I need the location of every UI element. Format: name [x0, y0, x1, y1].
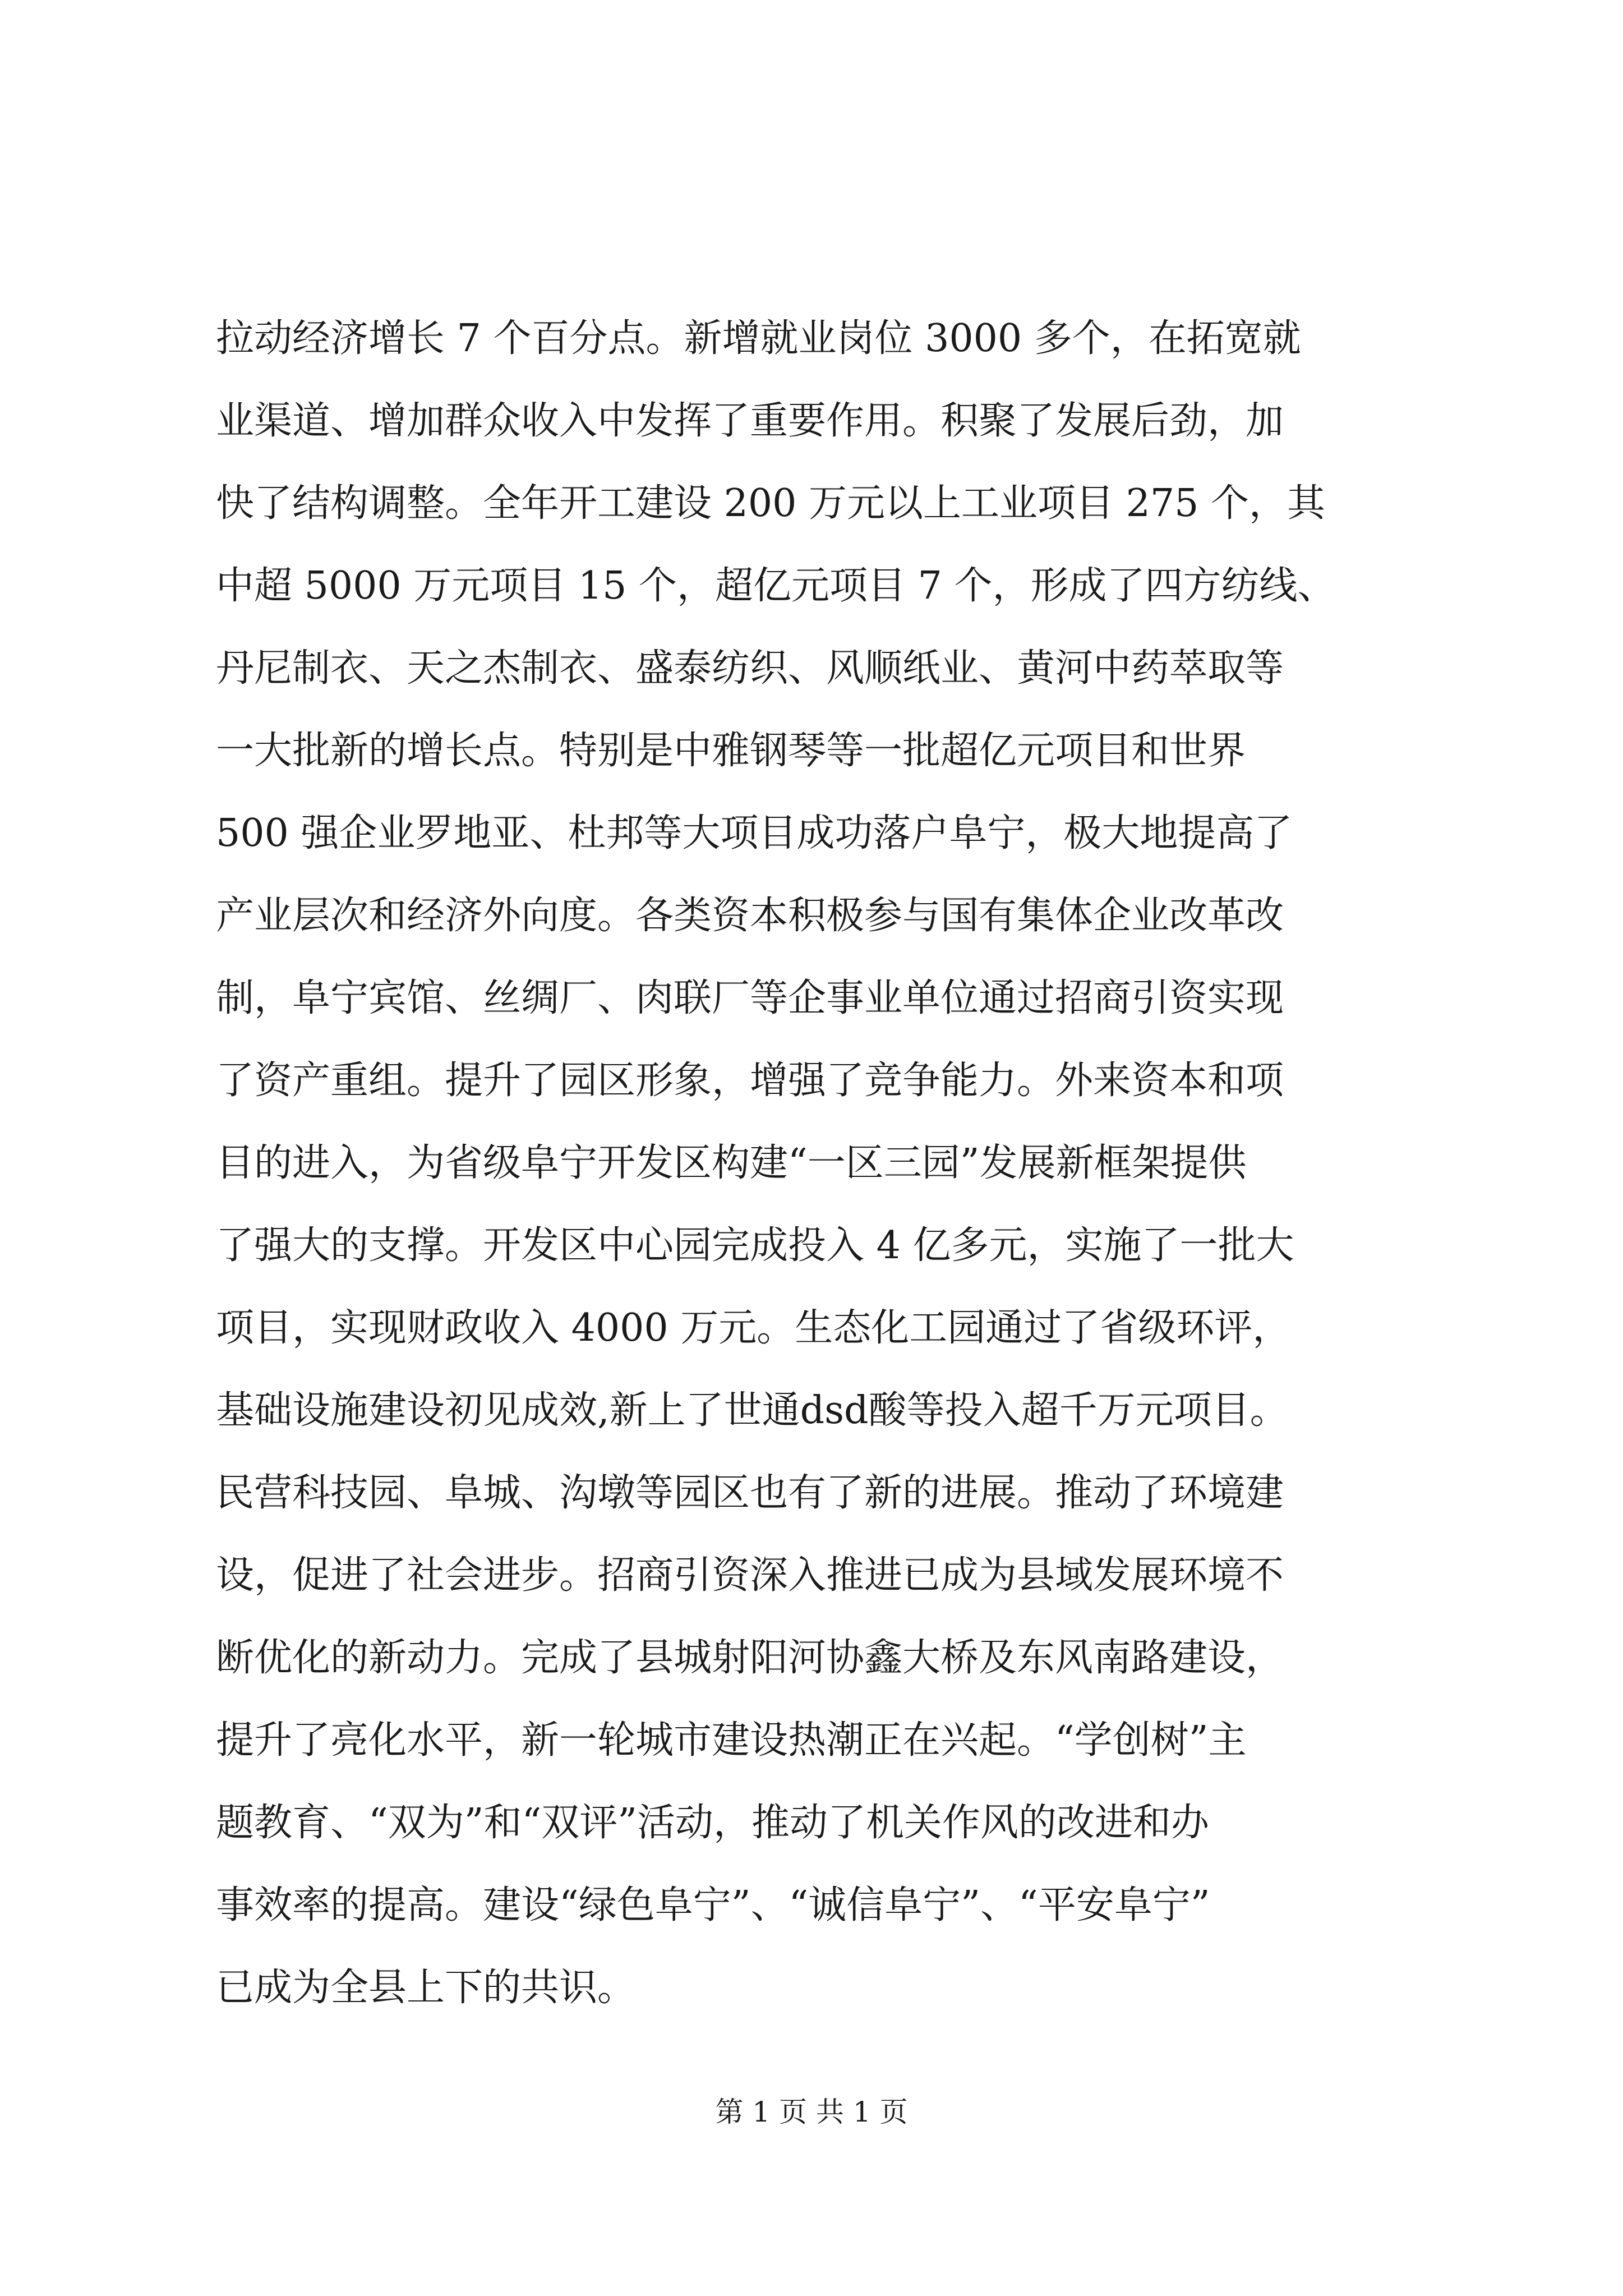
- text-line: 已成为全县上下的共识。: [216, 1966, 636, 2010]
- text-line: 丹尼制衣、天之杰制衣、盛泰纺织、风顺纸业、黄河中药萃取等: [216, 646, 1284, 691]
- text-line: 题教育、“双为”和“双评”活动，推动了机关作风的改进和办: [216, 1801, 1210, 1845]
- body-paragraph: [216, 297, 1416, 2029]
- text-line: 断优化的新动力。完成了县城射阳河协鑫大桥及东风南路建设，: [216, 1636, 1284, 1680]
- page-footer: [0, 2092, 1623, 2132]
- text-line: 提升了亮化水平，新一轮城市建设热潮正在兴起。“学创树”主: [216, 1718, 1247, 1763]
- text-line: 目的进入，为省级阜宁开发区构建“一区三园”发展新框架提供: [216, 1141, 1247, 1185]
- text-line: 拉动经济增长 7 个百分点。新增就业岗位 3000 多个，在拓宽就: [216, 316, 1301, 361]
- text-line: 项目，实现财政收入 4000 万元。生态化工园通过了省级环评，: [216, 1306, 1291, 1350]
- text-line: 500 强企业罗地亚、杜邦等大项目成功落户阜宁，极大地提高了: [216, 811, 1293, 855]
- text-line: 业渠道、增加群众收入中发挥了重要作用。积聚了发展后劲，加: [216, 399, 1284, 443]
- text-line: 中超 5000 万元项目 15 个，超亿元项目 7 个，形成了四方纺线、: [216, 564, 1336, 608]
- text-line: 了资产重组。提升了园区形象，增强了竞争能力。外来资本和项: [216, 1059, 1284, 1103]
- text-line: 一大批新的增长点。特别是中雅钢琴等一批超亿元项目和世界: [216, 729, 1246, 773]
- text-line: 了强大的支撑。开发区中心园完成投入 4 亿多元，实施了一批大: [216, 1223, 1294, 1268]
- text-line: 事效率的提高。建设“绿色阜宁”、“诚信阜宁”、“平安阜宁”: [216, 1883, 1210, 1927]
- text-line: 基础设施建设初见成效,新上了世通dsd酸等投入超千万元项目。: [216, 1388, 1288, 1433]
- text-line: 制，阜宁宾馆、丝绸厂、肉联厂等企事业单位通过招商引资实现: [216, 976, 1284, 1020]
- text-line: 民营科技园、阜城、沟墩等园区也有了新的进展。推动了环境建: [216, 1471, 1284, 1515]
- text-line: 设，促进了社会进步。招商引资深入推进已成为县域发展环境不: [216, 1553, 1284, 1598]
- page-number: 第 1 页 共 1 页: [715, 2096, 908, 2128]
- text-line: 快了结构调整。全年开工建设 200 万元以上工业项目 275 个，其: [216, 481, 1326, 526]
- text-line: 产业层次和经济外向度。各类资本积极参与国有集体企业改革改: [216, 894, 1284, 938]
